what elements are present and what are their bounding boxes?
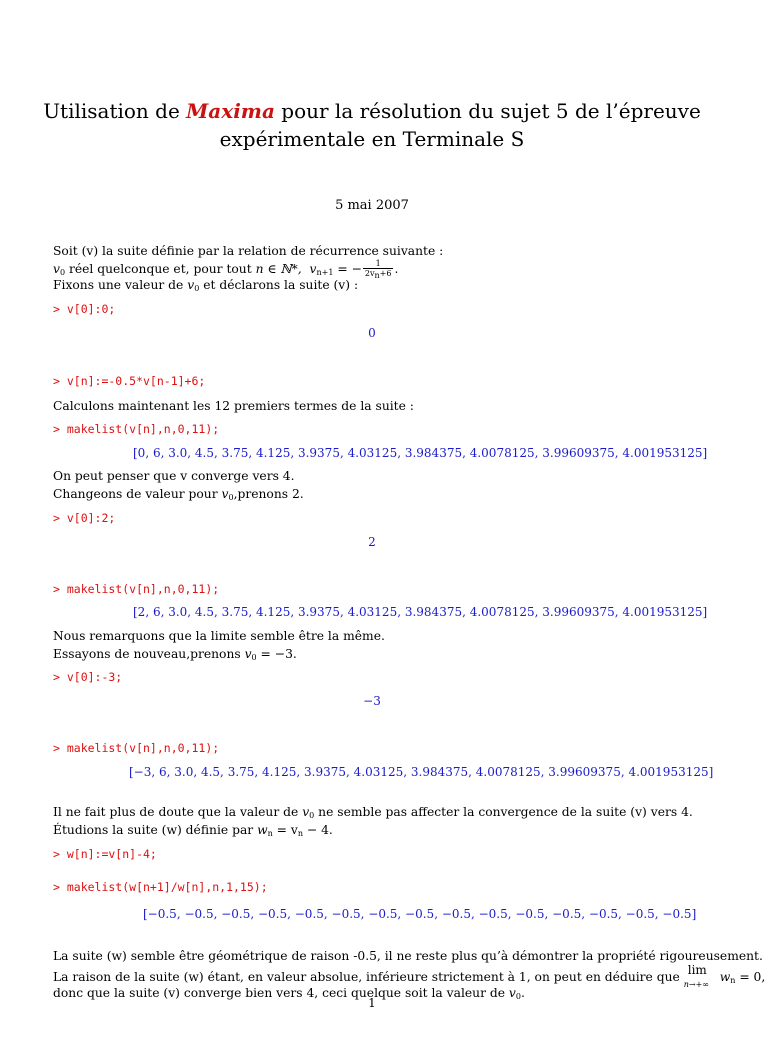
maxima-input-5: > makelist(v[n],n,0,11);: [53, 582, 220, 596]
text-remarquons: Nous remarquons que la limite semble être la même.: [53, 629, 385, 643]
conclusion-line-3: donc que la suite (v) converge bien vers 4, ceci quelque soit la valeur de $v_0$.: [53, 986, 525, 1001]
recurrence-fraction: $\frac{1}{2v_n+6}$: [364, 259, 392, 280]
maxima-output-4: 2: [368, 535, 376, 549]
title-prefix: Utilisation de: [43, 99, 187, 123]
conclusion-line-2: La raison de la suite (w) étant, en valeur absolue, inférieure strictement à 1, on peut en déduire que lim n→+∞ $w_n = 0$,: [53, 963, 765, 989]
text-calculons: Calculons maintenant les 12 premiers termes de la suite :: [53, 399, 414, 413]
maxima-output-7: [−3, 6, 3.0, 4.5, 3.75, 4.125, 3.9375, 4.03125, 3.984375, 4.0078125, 3.99609375, 4.001953125]: [129, 765, 714, 779]
maxima-input-6: > v[0]:-3;: [53, 670, 123, 684]
maxima-input-4: > v[0]:2;: [53, 511, 116, 525]
maxima-brand: Maxima: [186, 99, 275, 123]
page-number: 1: [368, 996, 376, 1010]
maxima-output-3: [0, 6, 3.0, 4.5, 3.75, 4.125, 3.9375, 4.03125, 3.984375, 4.0078125, 3.99609375, 4.001953125]: [133, 446, 708, 460]
document-title-line1: [0, 98, 744, 124]
maxima-input-3: > makelist(v[n],n,0,11);: [53, 422, 220, 436]
document-date: 5 mai 2007: [335, 198, 409, 213]
maxima-output-5: [2, 6, 3.0, 4.5, 3.75, 4.125, 3.9375, 4.03125, 3.984375, 4.0078125, 3.99609375, 4.001953125]: [133, 605, 708, 619]
text-essayons: Essayons de nouveau,prenons $v_0 = -3$.: [53, 647, 297, 662]
intro-line-1: Soit (v) la suite définie par la relation de récurrence suivante :: [53, 244, 444, 258]
maxima-input-9: > makelist(w[n+1]/w[n],n,1,15);: [53, 880, 268, 894]
maxima-input-2: > v[n]:=-0.5*v[n-1]+6;: [53, 374, 206, 388]
limit-notation: lim n→+∞: [683, 963, 709, 989]
text-etudions: Étudions la suite (w) définie par $w_n = v_n - 4$.: [53, 823, 333, 838]
intro-line-3: Fixons une valeur de $v_0$ et déclarons la suite (v) :: [53, 278, 359, 293]
maxima-output-9: [−0.5, −0.5, −0.5, −0.5, −0.5, −0.5, −0.5, −0.5, −0.5, −0.5, −0.5, −0.5, −0.5, −0.5, −0.5]: [143, 907, 697, 921]
maxima-output-1: 0: [368, 326, 376, 340]
text-changeons: Changeons de valeur pour $v_0,prenons$ 2.: [53, 487, 304, 502]
intro-line-2: $v_0$ réel quelconque et, pour tout n ∈ ℕ*, $v_{n+1}$ = − $\frac{1}{2v_n+6}$ .: [53, 259, 399, 280]
maxima-input-1: > v[0]:0;: [53, 302, 116, 316]
document-title-line2: expérimentale en Terminale S: [219, 127, 525, 151]
title-suffix: pour la résolution du sujet 5 de l’épreuve: [274, 99, 701, 123]
maxima-input-7: > makelist(v[n],n,0,11);: [53, 741, 220, 755]
conclusion-line-1: La suite (w) semble être géométrique de raison -0.5, il ne reste plus qu’à démontrer la propriété rigoureusement.: [53, 949, 763, 963]
maxima-output-6: −3: [363, 694, 381, 708]
text-plus-de-doute: Il ne fait plus de doute que la valeur de $v_0$ ne semble pas affecter la convergence de la suite (v) vers 4.: [53, 805, 693, 820]
maxima-input-8: > w[n]:=v[n]-4;: [53, 847, 157, 861]
text-converge: On peut penser que v converge vers 4.: [53, 469, 295, 483]
